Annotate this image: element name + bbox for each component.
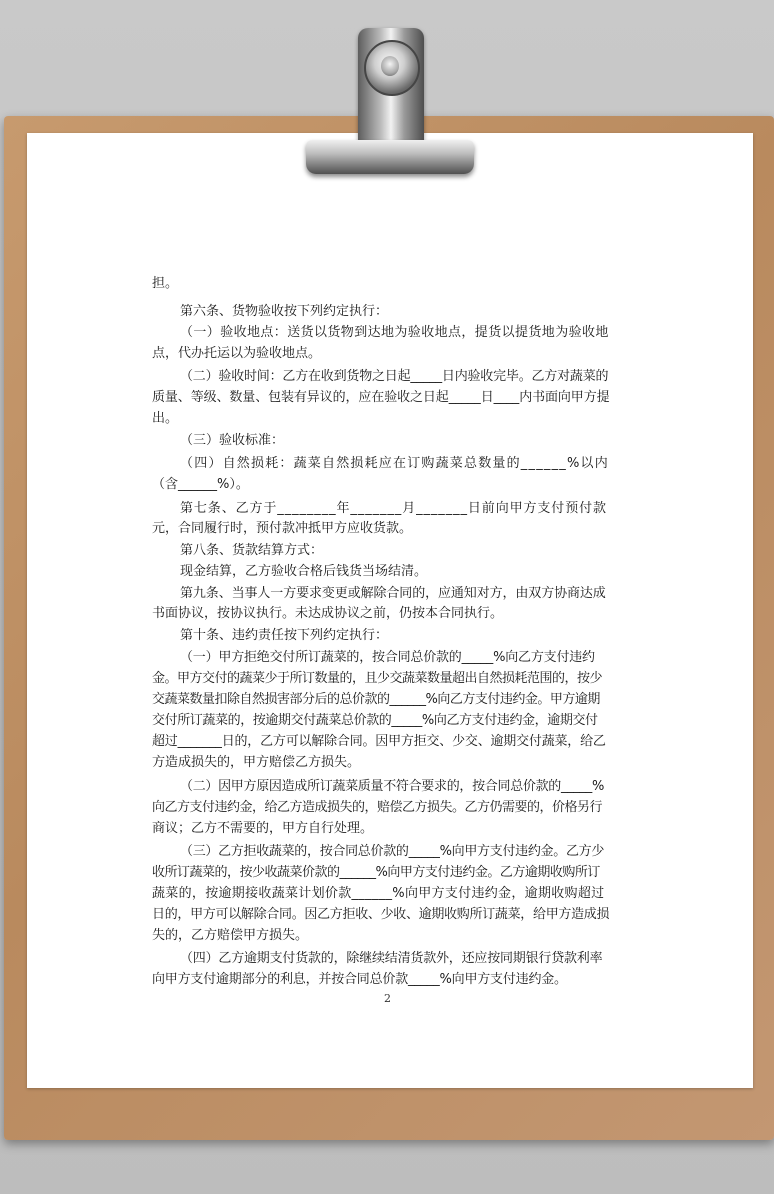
doc-line: （二）验收时间：乙方在收到货物之日起_____日内验收完毕。乙方对蔬菜的: [180, 369, 609, 384]
doc-line: （二）因甲方原因造成所订蔬菜质量不符合要求的，按合同总价款的_____%: [180, 779, 605, 794]
doc-line: 第九条、当事人一方要求变更或解除合同的，应通知对方，由双方协商达成: [180, 586, 606, 601]
doc-line: 质量、等级、数量、包装有异议的，应在验收之日起_____日____内书面向甲方提: [152, 390, 610, 405]
doc-line: （三）验收标准：: [180, 433, 285, 448]
doc-line: （三）乙方拒收蔬菜的，按合同总价款的_____%向甲方支付违约金。乙方少: [180, 844, 605, 859]
doc-line: 方造成损失的，甲方赔偿乙方损失。: [152, 755, 361, 770]
doc-line: （四）乙方逾期支付货款的，除继续结清货款外，还应按同期银行贷款利率: [180, 951, 603, 966]
doc-line: 元，合同履行时，预付款冲抵甲方应收货款。: [152, 521, 413, 536]
doc-line: 点，代办托运以为验收地点。: [152, 346, 322, 361]
doc-line: 出。: [152, 411, 179, 426]
doc-line: 书面协议，按协议执行。未达成协议之前，仍按本合同执行。: [152, 606, 504, 621]
doc-line: 第六条、货物验收按下列约定执行：: [180, 304, 389, 319]
doc-line: 向甲方支付逾期部分的利息，并按合同总价款_____%向甲方支付违约金。: [152, 972, 567, 987]
doc-line: （四）自然损耗：蔬菜自然损耗应在订购蔬菜总数量的______%以内: [180, 456, 609, 471]
doc-line: 日的，甲方可以解除合同。因乙方拒收、少收、逾期收购所订蔬菜，给甲方造成损: [152, 907, 610, 922]
doc-line: 担。: [152, 276, 179, 291]
doc-line: 超过_______日的，乙方可以解除合同。因甲方拒交、少交、逾期交付蔬菜，给乙: [152, 734, 606, 749]
doc-line: （含______%）。: [152, 477, 249, 492]
doc-line: （一）甲方拒绝交付所订蔬菜的，按合同总价款的_____%向乙方支付违约: [180, 650, 595, 665]
clip-plate: [306, 140, 474, 174]
clip-hole: [381, 56, 399, 76]
doc-line: 现金结算，乙方验收合格后钱货当场结清。: [180, 564, 428, 579]
doc-line: 蔬菜的，按逾期接收蔬菜计划价款______%向甲方支付违约金，逾期收购超过: [152, 886, 605, 901]
doc-line: 第八条、货款结算方式：: [180, 543, 324, 558]
doc-line: 商议；乙方不需要的，甲方自行处理。: [152, 821, 374, 836]
doc-line: 向乙方支付违约金，给乙方造成损失的，赔偿乙方损失。乙方仍需要的，价格另行: [152, 800, 603, 815]
doc-line: 交蔬菜数量扣除自然损害部分后的总价款的______%向乙方支付违约金。甲方逾期: [152, 692, 600, 707]
doc-line: 第七条、乙方于________年_______月_______日前向甲方支付预付款: [180, 501, 607, 516]
doc-line: 第十条、违约责任按下列约定执行：: [180, 628, 389, 643]
page-number: 2: [384, 992, 391, 1005]
doc-line: 金。甲方交付的蔬菜少于所订数量的，且少交蔬菜数量超出自然损耗范围的，按少: [152, 671, 603, 686]
doc-line: 收所订蔬菜的，按少收蔬菜价款的______%向甲方支付违约金。乙方逾期收购所订: [152, 865, 600, 880]
doc-line: 失的，乙方赔偿甲方损失。: [152, 928, 309, 943]
doc-line: （一）验收地点：送货以货物到达地为验收地点，提货以提货地为验收地: [180, 325, 609, 340]
doc-line: 交付所订蔬菜的，按逾期交付蔬菜总价款的_____%向乙方支付违约金，逾期交付: [152, 713, 598, 728]
